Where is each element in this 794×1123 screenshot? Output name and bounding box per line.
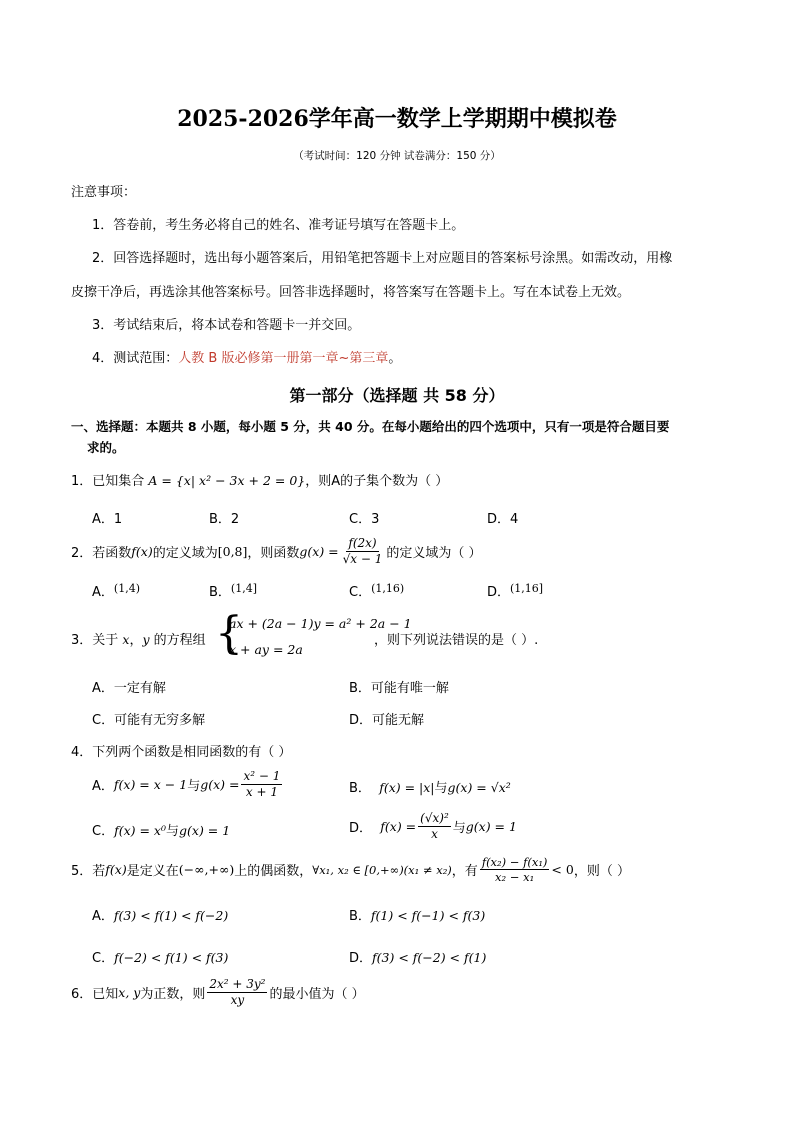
q4-option-d-f: f(x) = bbox=[380, 819, 417, 834]
q3-mid: 的方程组 bbox=[149, 633, 206, 648]
q2-denominator: √x − 1 bbox=[342, 552, 383, 566]
q5-option-b-label: B． bbox=[349, 909, 371, 924]
q5-mid1: 是定义在 bbox=[126, 864, 179, 880]
instructions-line-1: 一、选择题：本题共 8 小题，每小题 5 分，共 40 分。在每小题给出的四个选项中，只有一项是符合题目要 bbox=[71, 419, 670, 434]
q3-equation-1: ax + (2a − 1)y = a² + 2a − 1 bbox=[229, 616, 412, 631]
test-scope: 人教 B 版必修第一册第一章~第三章 bbox=[178, 351, 389, 366]
q5-inequality: < 0 bbox=[551, 862, 574, 878]
q1-option-d: D．4 bbox=[487, 512, 519, 527]
q2-option-b-value: (1,4] bbox=[230, 582, 257, 595]
q4-option-c bbox=[92, 820, 230, 839]
q3-option-a: A．一定有解 bbox=[92, 681, 166, 696]
q3-equation-2: x + ay = 2a bbox=[229, 642, 303, 657]
notice-item-2b: 皮擦干净后，再选涂其他答案标号。回答非选择题时，将答案写在答题卡上。写在本试卷上无效。 bbox=[71, 285, 631, 300]
q2-option-c-value: (1,16) bbox=[371, 582, 405, 595]
q5-option-d-label: D． bbox=[349, 951, 373, 966]
q4-option-b-label: B． bbox=[349, 781, 371, 796]
q1-option-a: A．1 bbox=[92, 512, 123, 527]
q1-suffix: ，则A的子集个数为（ ） bbox=[305, 474, 449, 489]
q2-option-b-label: B． bbox=[209, 585, 231, 600]
q2-option-d-value: (1,16] bbox=[510, 582, 544, 595]
q3-prefix: 3．关于 bbox=[71, 633, 123, 648]
q5-condition: ∀x₁, x₂ ∈ [0,+∞)(x₁ ≠ x₂) bbox=[312, 862, 452, 877]
q2-mid2: ，则函数 bbox=[247, 546, 300, 561]
q4-option-d-fraction bbox=[418, 811, 451, 842]
q2-option-a-label: A． bbox=[92, 585, 114, 600]
q6-suffix: 的最小值为（ ） bbox=[269, 987, 365, 1002]
q5-option-a-label: A． bbox=[92, 909, 114, 924]
q4-option-b-g: g(x) = √x² bbox=[447, 780, 511, 795]
q2-option-a bbox=[92, 581, 140, 600]
q2-f: f(x) bbox=[131, 544, 153, 559]
q1-option-b: B．2 bbox=[209, 512, 240, 527]
q4-option-a-with: 与 bbox=[187, 779, 201, 794]
q4-option-c-with: 与 bbox=[166, 824, 180, 839]
q4-option-d-g: g(x) = 1 bbox=[465, 819, 517, 834]
q2-mid1: 的定义域为 bbox=[152, 546, 218, 561]
notice-item-4 bbox=[92, 347, 401, 366]
q2-option-d bbox=[487, 581, 543, 600]
q2-numerator: f(2x) bbox=[348, 536, 377, 550]
q4-option-b-with: 与 bbox=[434, 781, 448, 796]
q5-option-c bbox=[92, 947, 228, 966]
notice-item-1: 1．答卷前，考生务必将自己的姓名、准考证号填写在答题卡上。 bbox=[92, 218, 465, 233]
notice-item-4-suffix: 。 bbox=[388, 351, 402, 366]
q2-option-c-label: C． bbox=[349, 585, 372, 600]
q3-option-c: C．可能有无穷多解 bbox=[92, 713, 206, 728]
instructions-line-2: 求的。 bbox=[87, 440, 125, 455]
q3-sep: ， bbox=[129, 633, 143, 648]
q4-option-a-label: A． bbox=[92, 779, 114, 794]
q6-mid: 为正数，则 bbox=[140, 987, 206, 1002]
q4-option-d bbox=[349, 811, 517, 842]
q5-option-d bbox=[349, 947, 486, 966]
q4-option-a-fraction bbox=[241, 769, 282, 800]
question-6 bbox=[71, 977, 365, 1008]
q6-denominator: xy bbox=[230, 993, 245, 1007]
q5-interval: (−∞,+∞) bbox=[178, 862, 235, 878]
q5-option-c-label: C． bbox=[92, 951, 115, 966]
q4-option-a-numerator: x² − 1 bbox=[243, 769, 281, 783]
q3-var-x: x bbox=[122, 632, 130, 647]
q4-option-a-f: f(x) = x − 1 bbox=[113, 777, 188, 792]
q5-f: f(x) bbox=[105, 862, 127, 878]
question-4: 4．下列两个函数是相同函数的有（ ） bbox=[71, 745, 292, 760]
q3-suffix: ，则下列说法错误的是（ ）. bbox=[374, 633, 539, 648]
q4-option-b-f: f(x) = |x| bbox=[379, 780, 435, 795]
q2-suffix: 的定义域为（ ） bbox=[386, 546, 482, 561]
q2-g: g(x) = bbox=[299, 544, 339, 559]
q4-option-b bbox=[349, 777, 511, 796]
q5-suffix: ，则（ ） bbox=[573, 864, 630, 880]
q4-option-c-label: C． bbox=[92, 824, 115, 839]
q2-option-d-label: D． bbox=[487, 585, 511, 600]
q4-option-c-g: g(x) = 1 bbox=[179, 823, 231, 838]
q5-prefix: 5．若 bbox=[71, 864, 106, 880]
q5-option-a bbox=[92, 905, 228, 924]
q2-domain: [0,8] bbox=[217, 544, 248, 559]
notice-item-4-prefix: 4．测试范围： bbox=[92, 351, 179, 366]
q6-vars: x, y bbox=[118, 985, 141, 1000]
notice-item-3: 3．考试结束后，将本试卷和答题卡一并交回。 bbox=[92, 318, 361, 333]
q2-prefix: 2．若函数 bbox=[71, 546, 132, 561]
question-2 bbox=[71, 536, 482, 567]
q4-option-c-f: f(x) = x⁰ bbox=[114, 823, 166, 838]
q1-prefix: 1．已知集合 bbox=[71, 474, 149, 489]
q4-option-d-numerator: (√x)² bbox=[420, 811, 449, 825]
q5-option-d-value: f(3) < f(−2) < f(1) bbox=[372, 950, 487, 965]
q5-option-b-value: f(1) < f(−1) < f(3) bbox=[370, 908, 486, 923]
q2-option-c bbox=[349, 581, 404, 600]
q3-option-d: D．可能无解 bbox=[349, 713, 425, 728]
q4-option-d-with: 与 bbox=[452, 821, 466, 836]
question-5 bbox=[71, 855, 630, 885]
q4-option-a-denominator: x + 1 bbox=[245, 785, 278, 799]
q6-numerator: 2x² + 3y² bbox=[209, 977, 266, 991]
q4-option-d-label: D． bbox=[349, 821, 373, 836]
notice-heading: 注意事项： bbox=[71, 185, 137, 200]
q2-option-a-value: (1,4) bbox=[113, 582, 140, 595]
q5-option-c-value: f(−2) < f(1) < f(3) bbox=[114, 950, 229, 965]
exam-subtitle: （考试时间：120 分钟 试卷满分：150 分） bbox=[293, 150, 501, 162]
q3-var-y: y bbox=[142, 632, 150, 647]
q1-option-c: C．3 bbox=[349, 512, 380, 527]
notice-item-2a: 2．回答选择题时，选出每小题答案后，用铅笔把答题卡上对应题目的答案标号涂黑。如需改动，用橡 bbox=[92, 251, 673, 266]
q5-mid3: ，有 bbox=[451, 864, 478, 880]
q2-option-b bbox=[209, 581, 257, 600]
q3-system-brace: { bbox=[215, 608, 243, 659]
q5-fraction bbox=[480, 855, 550, 885]
q4-option-a bbox=[92, 769, 282, 800]
q5-numerator: f(x₂) − f(x₁) bbox=[481, 855, 548, 869]
q4-option-d-denominator: x bbox=[431, 827, 438, 841]
q5-mid2: 上的偶函数， bbox=[234, 864, 313, 880]
q5-denominator: x₂ − x₁ bbox=[495, 870, 535, 885]
q6-fraction bbox=[207, 977, 267, 1008]
question-3-lead bbox=[71, 629, 206, 648]
q3-option-b: B．可能有唯一解 bbox=[349, 681, 449, 696]
q2-fraction bbox=[341, 536, 385, 567]
q4-option-a-g: g(x) = bbox=[200, 777, 240, 792]
section-title: 第一部分（选择题 共 58 分） bbox=[289, 386, 505, 405]
question-1 bbox=[71, 470, 448, 489]
q1-set: A = {x| x² − 3x + 2 = 0} bbox=[148, 473, 306, 488]
q6-prefix: 6．已知 bbox=[71, 987, 119, 1002]
exam-title: 2025-2026学年高一数学上学期期中模拟卷 bbox=[177, 106, 617, 132]
q5-option-b bbox=[349, 905, 485, 924]
q5-option-a-value: f(3) < f(1) < f(−2) bbox=[113, 908, 229, 923]
